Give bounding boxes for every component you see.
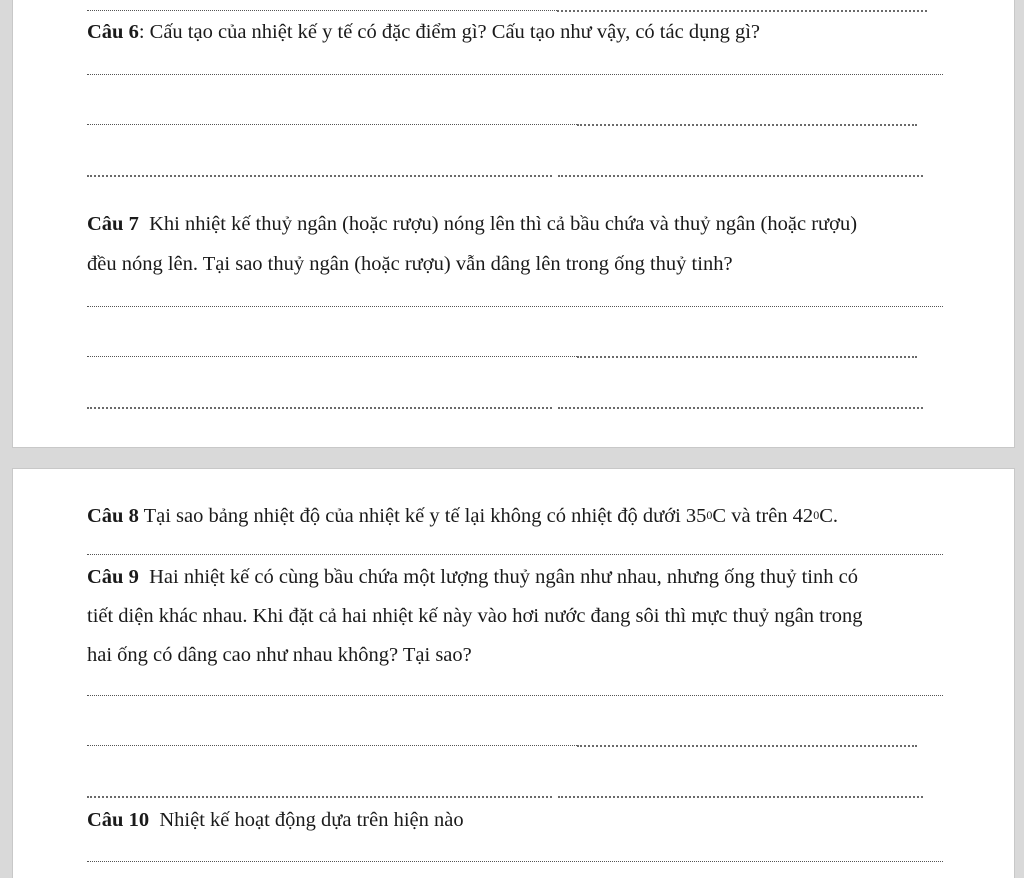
answer-line: [87, 306, 943, 307]
answer-line: [87, 175, 552, 177]
question-text: tiết diện khác nhau. Khi đặt cả hai nhiệt kế này vào hơi nước đang sôi thì mực thuỷ ngân trong: [87, 605, 863, 627]
answer-line: [577, 745, 917, 747]
answer-line: [558, 796, 923, 798]
question-10: [87, 808, 464, 832]
question-text: : Cấu tạo của nhiệt kế y tế có đặc điểm gì? Cấu tạo như vậy, có tác dụng gì?: [138, 21, 760, 43]
answer-line: [87, 356, 577, 357]
question-label: Câu 6: [87, 21, 139, 43]
answer-line: [87, 695, 943, 696]
question-text: Khi nhiệt kế thuỷ ngân (hoặc rượu) nóng lên thì cả bầu chứa và thuỷ ngân (hoặc rượu): [149, 213, 858, 235]
answer-line: [87, 796, 552, 798]
question-text: đều nóng lên. Tại sao thuỷ ngân (hoặc rượu) vẫn dâng lên trong ống thuỷ tinh?: [87, 253, 733, 275]
answer-line: [577, 356, 917, 358]
answer-line: [87, 10, 557, 11]
question-text: C và trên 42: [712, 505, 814, 527]
question-text: C.: [819, 505, 838, 527]
page-2: [12, 468, 1015, 878]
question-label: Câu 8: [87, 505, 139, 527]
answer-line: [577, 124, 917, 126]
answer-line: [558, 175, 923, 177]
answer-line: [87, 124, 577, 125]
question-8: [87, 504, 838, 528]
question-text: Tại sao bảng nhiệt độ của nhiệt kế y tế lại không có nhiệt độ dưới 35: [143, 505, 707, 527]
answer-line: [558, 407, 923, 409]
question-9-cont: [87, 643, 472, 667]
degree-mark: 0: [706, 508, 713, 522]
question-9: [87, 565, 858, 589]
question-6: [87, 20, 760, 44]
answer-line: [87, 407, 552, 409]
question-text: Hai nhiệt kế có cùng bầu chứa một lượng thuỷ ngân như nhau, nhưng ống thuỷ tinh có: [149, 566, 858, 588]
degree-mark: 0: [813, 508, 820, 522]
page-1: [12, 0, 1015, 448]
answer-line: [87, 74, 943, 75]
question-9-cont: [87, 604, 862, 628]
question-text: hai ống có dâng cao như nhau không? Tại sao?: [87, 644, 472, 666]
question-label: Câu 10: [87, 809, 150, 831]
answer-line: [557, 10, 927, 12]
question-7: [87, 212, 857, 236]
question-7-cont: [87, 252, 733, 276]
question-label: Câu 9: [87, 566, 139, 588]
question-text: Nhiệt kế hoạt động dựa trên hiện nào: [159, 809, 464, 831]
answer-line: [87, 745, 577, 746]
answer-line: [87, 861, 943, 862]
question-label: Câu 7: [87, 213, 139, 235]
answer-line: [87, 554, 943, 555]
